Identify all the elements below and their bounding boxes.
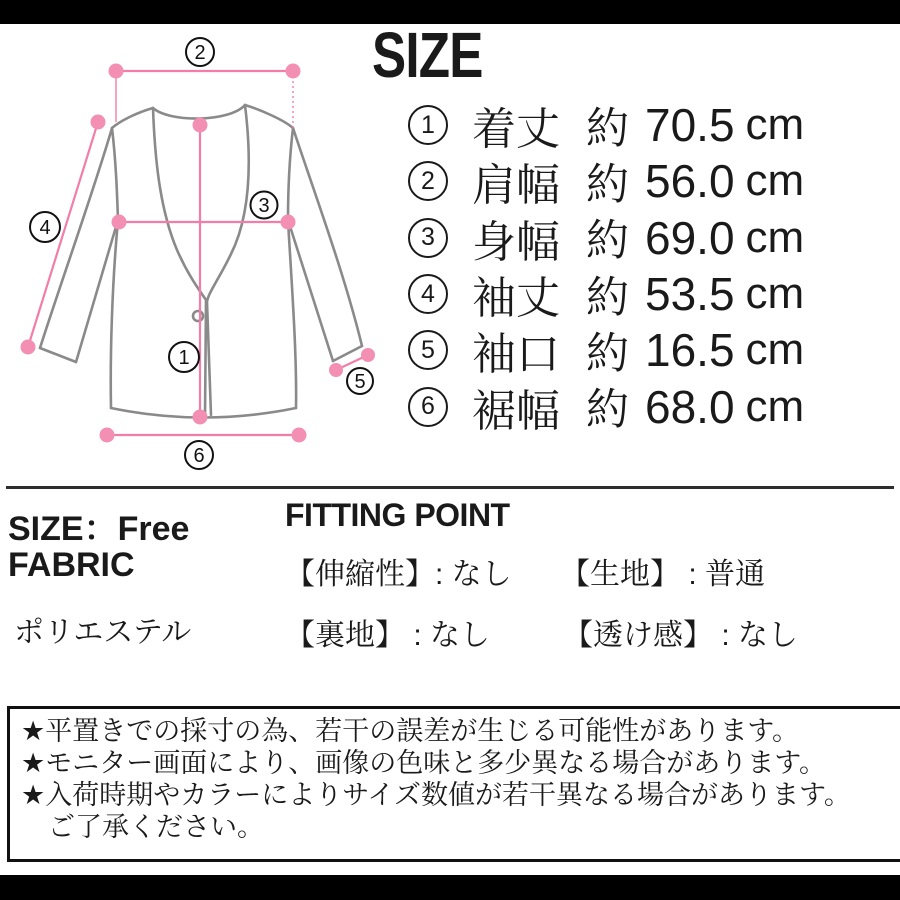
right-armhole bbox=[288, 128, 293, 220]
size-free-label: SIZE：Free bbox=[8, 510, 190, 548]
bottom-black-bar bbox=[0, 875, 900, 900]
left-shoulder bbox=[112, 108, 153, 128]
measurement-unit: cm bbox=[745, 269, 805, 319]
row-number-circle: 2 bbox=[408, 161, 448, 201]
fabric-value: ポリエステル bbox=[14, 616, 192, 649]
measurement-value: 70.5 bbox=[645, 99, 735, 152]
measurement-dots bbox=[21, 64, 376, 443]
size-row bbox=[408, 322, 804, 378]
figure-number-labels bbox=[30, 38, 373, 469]
figure-label-3: 3 bbox=[258, 195, 270, 217]
row-number-circle: 5 bbox=[408, 330, 448, 370]
figure-label-1: 1 bbox=[178, 347, 190, 369]
measurement-name: 袖口 bbox=[472, 330, 560, 380]
size-row bbox=[408, 97, 804, 153]
measurement-unit: cm bbox=[745, 212, 805, 262]
size-row bbox=[408, 210, 804, 266]
row-number-circle: 3 bbox=[408, 218, 448, 258]
fabric-thickness-property: 【生地】 : 普通 bbox=[560, 558, 766, 591]
size-measurement-list bbox=[408, 97, 804, 435]
row-number-circle: 4 bbox=[408, 274, 448, 314]
stretch-property: 【伸縮性】: なし bbox=[285, 558, 512, 591]
row-number-circle: 1 bbox=[408, 105, 448, 145]
left-body-side bbox=[111, 220, 118, 408]
garment-measurement-diagram bbox=[0, 0, 400, 480]
figure-label-5: 5 bbox=[354, 371, 366, 393]
measurement-value: 56.0 bbox=[645, 155, 735, 208]
row-number-circle: 6 bbox=[408, 387, 448, 427]
measurement-unit: cm bbox=[745, 100, 805, 150]
measurement-value: 69.0 bbox=[645, 211, 735, 264]
fabric-heading: FABRIC bbox=[8, 546, 135, 584]
approx-prefix: 約 bbox=[586, 104, 629, 153]
figure-label-2: 2 bbox=[194, 42, 206, 64]
approx-prefix: 約 bbox=[586, 386, 629, 435]
size-row bbox=[408, 266, 804, 322]
size-heading: SIZE bbox=[372, 19, 483, 91]
disclaimer-box bbox=[7, 706, 900, 862]
disclaimer-line: ★平置きでの採寸の為、若干の誤差が生じる可能性があります。 bbox=[21, 716, 800, 746]
approx-prefix: 約 bbox=[586, 329, 629, 378]
measurement-name: 裾幅 bbox=[472, 386, 560, 436]
approx-prefix: 約 bbox=[586, 160, 629, 209]
button bbox=[193, 311, 203, 321]
right-shoulder bbox=[245, 105, 293, 128]
disclaimer-line: ご了承ください。 bbox=[21, 812, 264, 842]
lining-property: 【裏地】 : なし bbox=[285, 619, 491, 652]
disclaimer-line: ★モニター画面により、画像の色味と多少異なる場合があります。 bbox=[21, 748, 827, 778]
sheerness-property: 【透け感】 : なし bbox=[563, 619, 799, 652]
fitting-point-heading: FITTING POINT bbox=[285, 497, 510, 533]
right-body-side bbox=[288, 220, 296, 408]
size-row bbox=[408, 378, 804, 434]
measurement-unit: cm bbox=[745, 156, 805, 206]
measurement-value: 68.0 bbox=[645, 380, 735, 433]
size-row bbox=[408, 153, 804, 209]
left-cuff bbox=[40, 348, 76, 362]
measurement-name: 袖丈 bbox=[472, 274, 560, 324]
measurement-value: 53.5 bbox=[645, 268, 735, 321]
figure-label-6: 6 bbox=[193, 445, 205, 467]
measurement-unit: cm bbox=[745, 325, 805, 375]
back-neckline bbox=[153, 105, 245, 119]
disclaimer-line: ★入荷時期やカラーによりサイズ数値が若干異なる場合があります。 bbox=[21, 780, 851, 810]
right-sleeve-outer bbox=[293, 128, 362, 346]
figure-label-4: 4 bbox=[39, 217, 51, 239]
section-divider bbox=[6, 486, 894, 489]
right-lapel-placket bbox=[207, 105, 249, 415]
measurement-unit: cm bbox=[745, 381, 805, 431]
measurement-name: 着丈 bbox=[472, 105, 560, 155]
left-armhole bbox=[112, 128, 118, 220]
measurement-name: 身幅 bbox=[472, 217, 560, 267]
measurement-value: 16.5 bbox=[645, 324, 735, 377]
approx-prefix: 約 bbox=[586, 273, 629, 322]
measurement-name: 肩幅 bbox=[472, 161, 560, 211]
approx-prefix: 約 bbox=[586, 217, 629, 266]
